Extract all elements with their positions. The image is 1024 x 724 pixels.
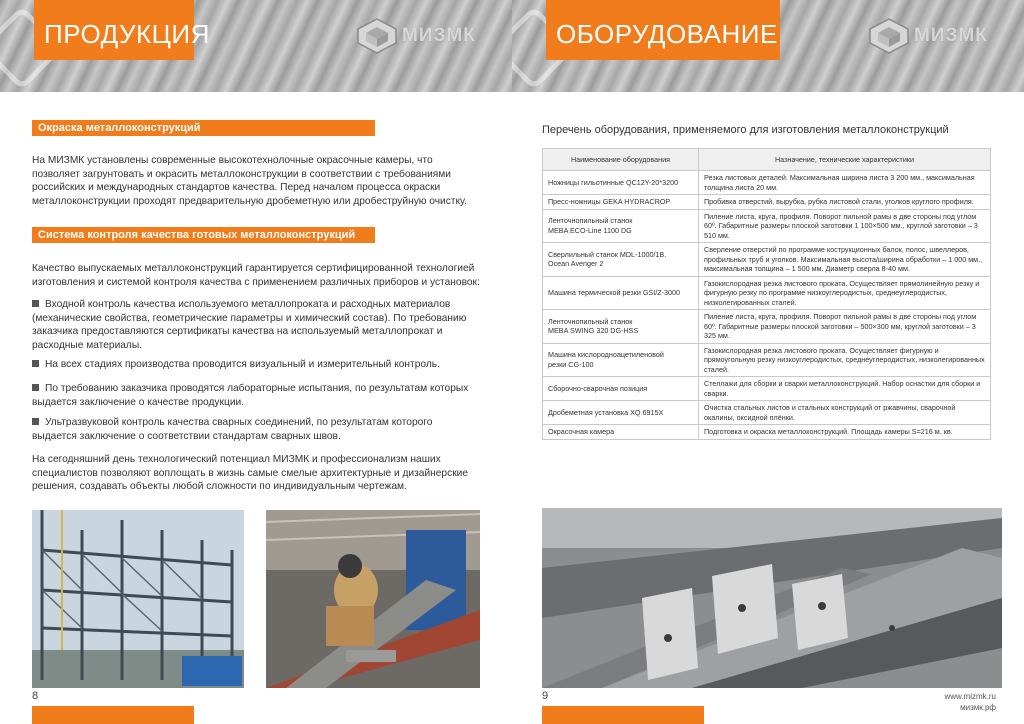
equipment-spec-cell: Пиление листа, круга, профиля. Поворот пильной рамы в две стороны под углом 60º. Габаритные размеры плоской заготовки – 500×300 мм, круглой заготовки – 3 325 мм. — [699, 310, 991, 344]
brand-logo — [356, 14, 476, 58]
brand-name: МИЗМК — [402, 25, 476, 46]
footer-accent-bar — [32, 706, 194, 724]
equipment-name-cell: Сверлильный станок MDL-1000/1B. Ocean Avenger 2 — [543, 243, 699, 277]
logo-icon — [356, 17, 398, 55]
equipment-spec-cell: Очистка стальных листов и стальных конструкций от ржавчины, сварочной окалины, оксидной плёнки. — [699, 401, 991, 425]
bullet-icon — [32, 300, 39, 307]
steel-beams-photo — [542, 508, 1002, 688]
equipment-name-cell: Дробеметная установка XQ 6915X — [543, 401, 699, 425]
bullet-icon — [32, 384, 39, 391]
table-row — [543, 276, 991, 310]
equipment-name-cell: Ножницы гильотинные QC12Y-20*3200 — [543, 171, 699, 195]
table-row — [543, 425, 991, 440]
table-row — [543, 377, 991, 401]
equipment-table-body — [543, 171, 991, 440]
footer-accent-bar — [542, 706, 704, 724]
brand-name: МИЗМК — [914, 25, 988, 46]
column-header: Наименование оборудования — [543, 149, 699, 171]
header-banner — [0, 0, 512, 92]
equipment-table-title: Перечень оборудования, применяемого для изготовления металлоконструкций — [542, 124, 949, 136]
equipment-name-cell: Сборочно-сварочная позиция — [543, 377, 699, 401]
page-number: 9 — [542, 690, 549, 702]
header-banner — [512, 0, 1024, 92]
bullet-text: По требованию заказчика проводятся лабораторные испытания, по результатам которых выдается заключение о качестве продукции. — [32, 383, 469, 408]
bullet-icon — [32, 418, 39, 425]
bullet-item — [32, 382, 480, 409]
bullet-text: Входной контроль качества используемого металлопроката и расходных материалов (механические свойства, геометрические параметры и химический состав). По требованию заказчика предоставляются сертификаты качества на используемый металлопрокат и расходные материалы. — [32, 299, 467, 351]
heading-quality: Система контроля качества готовых металлоконструкций — [32, 227, 375, 243]
heading-painting: Окраска металлоконструкций — [32, 120, 375, 136]
page-number: 8 — [32, 690, 39, 702]
bullet-icon — [32, 360, 39, 367]
welder-photo — [266, 510, 480, 688]
equipment-name-cell: Пресс-ножницы GEKA HYDRACROP — [543, 195, 699, 210]
paragraph-painting: На МИЗМК установлены современные высокотехнолочные окрасочные камеры, что позволяет загрунтовать и окрасить металлоконструкции в соответствии с требованиями российских и международных стандартов качества. Перед началом процесса окраски металлоконструкции проходят предварительную дробеметную или дробеструйную очистку. — [32, 155, 467, 207]
bullet-item — [32, 298, 480, 352]
paragraph-quality-intro: Качество выпускаемых металлоконструкций гарантируется сертифицированной технологией изготовления и системой контроля качества с применением различных приборов и установок: — [32, 263, 480, 288]
equipment-spec-cell: Стеллажи для сборки и сварки металлоконструкций. Набор оснастки для сборки и сварки. — [699, 377, 991, 401]
table-row — [543, 171, 991, 195]
bullet-text: Ультразвуковой контроль качества сварных соединений, по результатам которого выдается заключение о соответствии стандартам сварных швов. — [32, 417, 433, 442]
equipment-name-cell: Окрасочная камера — [543, 425, 699, 440]
equipment-spec-cell: Подготовка и окраска металлоконструкций. Площадь камеры S=216 м. кв. — [699, 425, 991, 440]
equipment-name-cell: Ленточнопильный станок MEBA SWING 320 DG-HSS — [543, 310, 699, 344]
equipment-spec-cell: Пиление листа, круга, профиля. Поворот пильной рамы в две стороны под углом 60º. Габаритные размеры плоской заготовки 1 100×500 мм., круглой заготовки – 3 510 мм. — [699, 209, 991, 243]
equipment-spec-cell: Резка листовых деталей. Максимальная ширина листа 3 200 мм., максимальная толщина листа 20 мм. — [699, 171, 991, 195]
section-title: ПРОДУКЦИЯ — [34, 0, 194, 60]
equipment-spec-cell: Газокислородная резка листового проката. Осуществляет фигурную и прямоугольную резку низкоуглеродистых, среднеуглеродистых, низколегированных сталей. — [699, 343, 991, 377]
equipment-name-cell: Ленточнопильный станок MEBA ECO-Line 1100 DG — [543, 209, 699, 243]
equipment-table — [542, 148, 991, 440]
equipment-spec-cell: Пробивка отверстий, вырубка, рубка листовой стали, уголков круглого профиля. — [699, 195, 991, 210]
equipment-name-cell: Машина кислороднoацетиленовой резки CG-100 — [543, 343, 699, 377]
right-page — [512, 0, 1024, 724]
bullet-text: На всех стадиях производства проводится визуальный и измерительный контроль. — [45, 359, 440, 370]
bullet-item — [32, 416, 480, 443]
table-row — [543, 243, 991, 277]
section-title: ОБОРУДОВАНИЕ — [546, 0, 780, 60]
table-row — [543, 195, 991, 210]
table-row — [543, 401, 991, 425]
table-header-row — [543, 149, 991, 171]
equipment-name-cell: Машина термической резки GSI/Z-3000 — [543, 276, 699, 310]
website-url-rf[interactable]: мизмк.рф — [960, 703, 996, 712]
table-row — [543, 310, 991, 344]
equipment-spec-cell: Сверление отверстий по программе кострукционных балок, полос, швеллеров, профильных труб и уголков. Максимальная высота/ширина обработки – 1 000 мм., максимальная толщина – 1 500 мм. Диаметр сверла 8-40 мм. — [699, 243, 991, 277]
brand-logo — [868, 14, 988, 58]
table-row — [543, 343, 991, 377]
equipment-spec-cell: Газокислородная резка листового проката. Осуществляет прямолинейную резку и фигурную резку по программе низкоуглеродистых, среднеуглеродистых, низколегированных сталей. — [699, 276, 991, 310]
steel-frame-photo — [32, 510, 244, 688]
bullet-item — [32, 358, 480, 372]
website-url[interactable]: www.mizmk.ru — [944, 692, 996, 701]
logo-icon — [868, 17, 910, 55]
table-row — [543, 209, 991, 243]
column-header: Назначение, технические характеристики — [699, 149, 991, 171]
paragraph-potential: На сегодняшний день технологический потенциал МИЗМК и профессионализм наших специалистов позволяют воплощать в жизнь самые смелые архитектурные и дизайнерские решения, создавать объекты любой сложности по индивидуальным чертежам. — [32, 454, 469, 492]
